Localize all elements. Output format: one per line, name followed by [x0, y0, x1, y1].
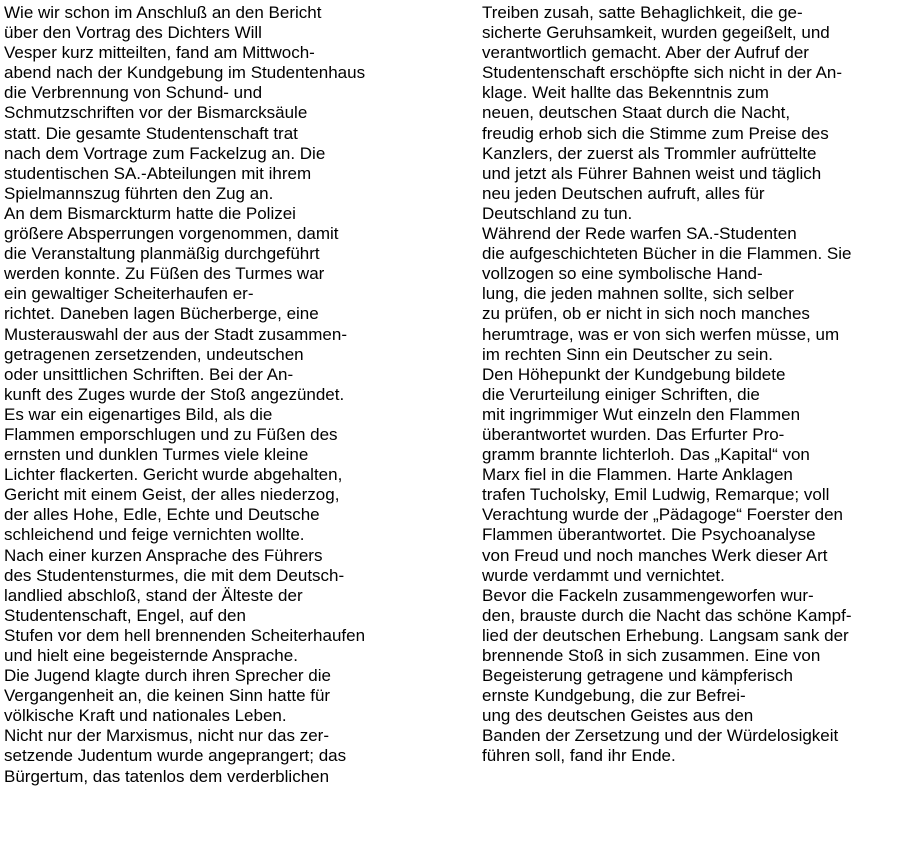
text-line: Treiben zusah, satte Behaglichkeit, die ge- — [482, 3, 803, 22]
text-line: zu prüfen, ob er nicht in sich noch manches — [482, 304, 810, 324]
text-line: schleichend und feige vernichten wollte. — [4, 525, 305, 545]
text-line: die Verbrennung von Schund- und — [4, 83, 263, 103]
text-line: im rechten Sinn ein Deutscher zu sein. — [482, 344, 774, 364]
text-line: An dem Bismarckturm hatte die Polizei — [4, 203, 296, 223]
text-line: brennende Stoß in sich zusammen. Eine von — [482, 646, 821, 665]
text-line: Begeisterung getragene und kämpferisch — [482, 666, 793, 686]
text-line: ernste Kundgebung, die zur Befrei- — [482, 686, 746, 706]
text-line: Die Jugend klagte durch ihren Sprecher die — [4, 666, 331, 686]
text-line: Vesper kurz mitteilten, fand am Mittwoch- — [4, 43, 315, 63]
text-line: wurde verdammt und vernichtet. — [482, 565, 725, 585]
text-line: die Veranstaltung planmäßig durchgeführt — [4, 244, 320, 264]
text-line: die Verurteilung einiger Schriften, die — [482, 384, 760, 404]
text-line: setzende Judentum wurde angeprangert; das — [4, 746, 347, 766]
text-line: gramm brannte lichterloh. Das „Kapital“ von — [482, 445, 810, 465]
text-line: verantwortlich gemacht. Aber der Aufruf der — [482, 43, 809, 63]
text-line: völkische Kraft und nationales Leben. — [4, 706, 287, 726]
text-line: größere Absperrungen vorgenommen, damit — [4, 224, 339, 244]
text-line: und jetzt als Führer Bahnen weist und täglich — [482, 163, 822, 183]
text-line: Während der Rede warfen SA.-Studenten — [482, 224, 797, 244]
text-line: lied der deutschen Erhebung. Langsam sank der — [482, 625, 849, 645]
text-line: sicherte Geruhsamkeit, wurden gegeißelt, und — [482, 23, 830, 43]
text-line: ein gewaltiger Scheiterhaufen er- — [4, 284, 254, 304]
text-line: ung des deutschen Geistes aus den — [482, 706, 754, 726]
text-line: oder unsittlichen Schriften. Bei der An- — [4, 364, 294, 384]
text-line: werden konnte. Zu Füßen des Turmes war — [4, 264, 325, 284]
text-line: überantwortet wurden. Das Erfurter Pro- — [482, 424, 785, 444]
text-line: nach dem Vortrage zum Fackelzug an. Die — [4, 143, 326, 163]
text-line: mit ingrimmiger Wut einzeln den Flammen — [482, 404, 801, 424]
text-line: freudig erhob sich die Stimme zum Preise des — [482, 123, 829, 143]
text-line: führen soll, fand ihr Ende. — [482, 746, 676, 766]
text-line: Deutschland zu tun. — [482, 203, 633, 223]
text-line: herumtrage, was er von sich werfen müsse, um — [482, 324, 840, 344]
text-line: vollzogen so eine symbolische Hand- — [482, 264, 763, 284]
text-line: Studentenschaft erschöpfte sich nicht in der An- — [482, 63, 843, 83]
text-line: neuen, deutschen Staat durch die Nacht, — [482, 103, 791, 123]
right-text-column — [482, 3, 896, 767]
text-line: Schmutzschriften vor der Bismarcksäule — [4, 103, 308, 123]
text-line: landlied abschloß, stand der Älteste der — [4, 585, 303, 605]
text-line: kunft des Zuges wurde der Stoß angezündet. — [4, 384, 345, 404]
text-line: abend nach der Kundgebung im Studentenhaus — [4, 63, 366, 83]
text-line: über den Vortrag des Dichters Will — [4, 23, 262, 43]
text-line: Wie wir schon im Anschluß an den Bericht — [4, 3, 322, 22]
text-line: richtet. Daneben lagen Bücherberge, eine — [4, 304, 319, 324]
left-text-column — [4, 3, 444, 787]
text-line: Vergangenheit an, die keinen Sinn hatte für — [4, 686, 331, 706]
text-line: Stufen vor dem hell brennenden Scheiterhaufen — [4, 625, 366, 645]
text-line: von Freud und noch manches Werk dieser Art — [482, 545, 828, 565]
text-line: trafen Tucholsky, Emil Ludwig, Remarque; voll — [482, 485, 830, 505]
text-line: Bevor die Fackeln zusammengeworfen wur- — [482, 585, 814, 605]
text-line: lung, die jeden mahnen sollte, sich selber — [482, 284, 794, 304]
text-line: Studentenschaft, Engel, auf den — [4, 605, 246, 625]
text-line: der alles Hohe, Edle, Echte und Deutsche — [4, 505, 320, 525]
text-line: Den Höhepunkt der Kundgebung bildete — [482, 364, 786, 384]
text-line: den, brauste durch die Nacht das schöne Kampf- — [482, 605, 852, 625]
text-line: Flammen überantwortet. Die Psychoanalyse — [482, 525, 816, 545]
text-line: und hielt eine begeisternde Ansprache. — [4, 646, 298, 665]
text-line: Lichter flackerten. Gericht wurde abgehalten, — [4, 465, 343, 485]
text-line: Nicht nur der Marxismus, nicht nur das zer- — [4, 726, 329, 746]
text-line: Flammen emporschlugen und zu Füßen des — [4, 424, 338, 444]
text-line: Verachtung wurde der „Pädagoge“ Foerster den — [482, 505, 844, 525]
text-line: statt. Die gesamte Studentenschaft trat — [4, 123, 298, 143]
text-line: Banden der Zersetzung und der Würdelosigkeit — [482, 726, 839, 746]
text-line: neu jeden Deutschen aufruft, alles für — [482, 183, 765, 203]
text-line: Kanzlers, der zuerst als Trommler aufrüttelte — [482, 143, 817, 163]
text-line: ernsten und dunklen Turmes viele kleine — [4, 445, 309, 465]
text-line: Es war ein eigenartiges Bild, als die — [4, 404, 273, 424]
text-line: Musterauswahl der aus der Stadt zusammen- — [4, 324, 347, 344]
text-line: die aufgeschichteten Bücher in die Flammen. Sie — [482, 244, 852, 264]
text-line: Marx fiel in die Flammen. Harte Anklagen — [482, 465, 793, 485]
text-line: des Studentensturmes, die mit dem Deutsch- — [4, 565, 345, 585]
text-line: getragenen zersetzenden, undeutschen — [4, 344, 304, 364]
text-line: Nach einer kurzen Ansprache des Führers — [4, 545, 323, 565]
text-line: Bürgertum, das tatenlos dem verderblichen — [4, 766, 330, 786]
text-line: studentischen SA.-Abteilungen mit ihrem — [4, 163, 312, 183]
text-line: Spielmannszug führten den Zug an. — [4, 183, 274, 203]
text-line: klage. Weit hallte das Bekenntnis zum — [482, 83, 769, 103]
text-line: Gericht mit einem Geist, der alles niederzog, — [4, 485, 340, 505]
